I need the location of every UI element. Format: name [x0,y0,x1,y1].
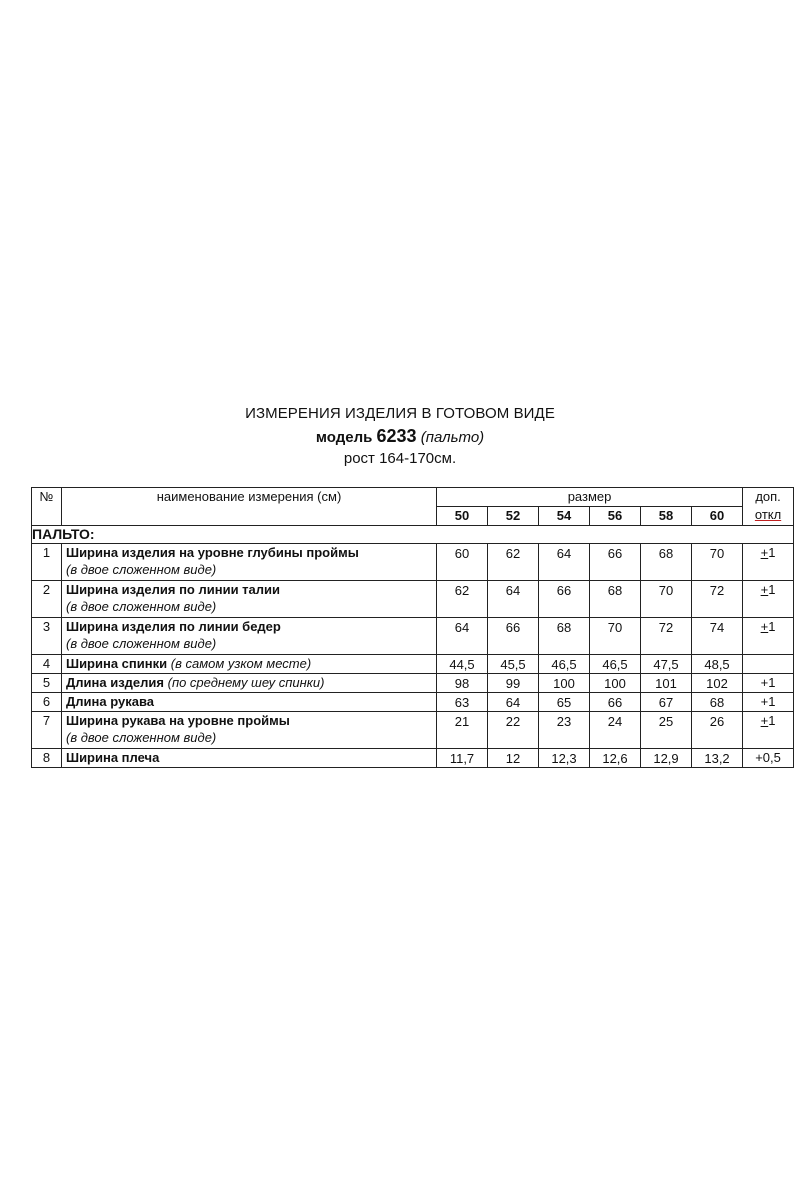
tolerance-value [743,581,794,618]
row-number: 1 [32,544,62,581]
size-value: 21 [437,712,488,749]
size-value: 66 [488,618,539,655]
table-row [32,544,794,581]
tolerance-amount: +1 [760,694,776,709]
size-value: 68 [692,693,743,712]
size-value: 99 [488,674,539,693]
tolerance-amount: +1 [760,675,776,690]
column-header-name: наименование измерения (см) [62,488,437,526]
size-header: 54 [539,507,590,526]
tolerance-plus-minus: + [760,713,769,728]
size-value: 12,6 [590,749,641,768]
measurement-name: Ширина изделия по линии бедер [66,619,281,634]
size-value: 12 [488,749,539,768]
size-value: 47,5 [641,655,692,674]
size-header: 50 [437,507,488,526]
size-value: 101 [641,674,692,693]
row-number: 3 [32,618,62,655]
size-value: 60 [437,544,488,581]
measurement-note: (в двое сложенном виде) [66,636,217,651]
tolerance-amount: 1 [768,713,776,728]
tolerance-header-line2: откл [754,507,782,522]
measurement-note: (в двое сложенном виде) [66,562,217,577]
measurement-name-cell [62,712,437,749]
tolerance-plus-minus: + [760,582,769,597]
size-value: 64 [539,544,590,581]
table-row [32,618,794,655]
measurement-name: Длина изделия [66,675,164,690]
row-number: 8 [32,749,62,768]
size-header: 58 [641,507,692,526]
section-row [32,526,794,544]
tolerance-value [743,618,794,655]
column-header-tolerance [743,488,794,526]
measurement-note: (в самом узком месте) [170,656,312,671]
tolerance-plus-minus: + [760,545,769,560]
tolerance-value [743,655,794,674]
tolerance-amount: 1 [768,582,776,597]
measurement-note: (в двое сложенном виде) [66,599,217,614]
size-value: 72 [692,581,743,618]
size-value: 26 [692,712,743,749]
height-range: рост 164-170см. [343,450,457,467]
column-header-size: размер [437,488,743,507]
measurement-name: Ширина рукава на уровне проймы [66,713,290,728]
size-value: 44,5 [437,655,488,674]
size-value: 13,2 [692,749,743,768]
row-number: 5 [32,674,62,693]
size-value: 62 [437,581,488,618]
column-header-number: № [32,488,62,526]
section-title: ПАЛЬТО: [32,526,794,544]
size-value: 66 [590,693,641,712]
measurement-name: Ширина плеча [66,750,160,765]
table-row [32,712,794,749]
size-value: 23 [539,712,590,749]
table-row [32,581,794,618]
table-row [32,674,794,693]
measurement-note: (в двое сложенном виде) [66,730,217,745]
model-type: (пальто) [420,429,485,446]
measurement-rows [32,544,794,768]
size-value: 63 [437,693,488,712]
size-value: 22 [488,712,539,749]
row-number: 7 [32,712,62,749]
table-row [32,693,794,712]
size-value: 66 [539,581,590,618]
tolerance-header-line1: доп. [755,489,781,504]
document-header [0,403,800,469]
document-title: ИЗМЕРЕНИЯ ИЗДЕЛИЯ В ГОТОВОМ ВИДЕ [245,405,555,422]
tolerance-amount: 1 [768,545,776,560]
measurement-name: Ширина спинки [66,656,168,671]
size-value: 64 [437,618,488,655]
tolerance-value [743,544,794,581]
table-row [32,655,794,674]
measurement-name-cell [62,581,437,618]
size-value: 67 [641,693,692,712]
size-value: 12,9 [641,749,692,768]
model-label: модель [315,429,373,446]
size-value: 25 [641,712,692,749]
tolerance-value [743,712,794,749]
size-value: 11,7 [437,749,488,768]
size-header: 52 [488,507,539,526]
tolerance-amount: +0,5 [755,750,781,765]
size-value: 70 [590,618,641,655]
size-header: 60 [692,507,743,526]
measurement-name-cell [62,749,437,768]
size-value: 68 [641,544,692,581]
size-value: 68 [539,618,590,655]
row-number: 2 [32,581,62,618]
tolerance-value [743,749,794,768]
measurement-note: (по среднему шеу спинки) [167,675,325,690]
size-value: 66 [590,544,641,581]
measurement-name-cell [62,618,437,655]
row-number: 4 [32,655,62,674]
size-value: 46,5 [539,655,590,674]
size-value: 46,5 [590,655,641,674]
measurement-name: Ширина изделия по линии талии [66,582,281,597]
measurement-name-cell [62,674,437,693]
measurement-name-cell [62,693,437,712]
measurement-name: Ширина изделия на уровне глубины проймы [66,545,359,560]
tolerance-value [743,693,794,712]
size-value: 72 [641,618,692,655]
size-value: 74 [692,618,743,655]
size-value: 24 [590,712,641,749]
size-value: 100 [590,674,641,693]
size-value: 62 [488,544,539,581]
row-number: 6 [32,693,62,712]
size-value: 48,5 [692,655,743,674]
size-value: 100 [539,674,590,693]
size-value: 70 [641,581,692,618]
size-value: 64 [488,693,539,712]
table-header-row [32,488,794,507]
size-value: 98 [437,674,488,693]
model-line [0,425,800,449]
table-row [32,749,794,768]
measurement-name-cell [62,655,437,674]
measurement-name: Длина рукава [66,694,154,709]
measurement-table [31,487,794,768]
size-value: 65 [539,693,590,712]
size-value: 68 [590,581,641,618]
size-value: 45,5 [488,655,539,674]
size-value: 12,3 [539,749,590,768]
measurement-name-cell [62,544,437,581]
size-value: 64 [488,581,539,618]
size-value: 70 [692,544,743,581]
model-number: 6233 [376,426,417,446]
tolerance-amount: 1 [768,619,776,634]
size-value: 102 [692,674,743,693]
tolerance-value [743,674,794,693]
tolerance-plus-minus: + [760,619,769,634]
size-header: 56 [590,507,641,526]
